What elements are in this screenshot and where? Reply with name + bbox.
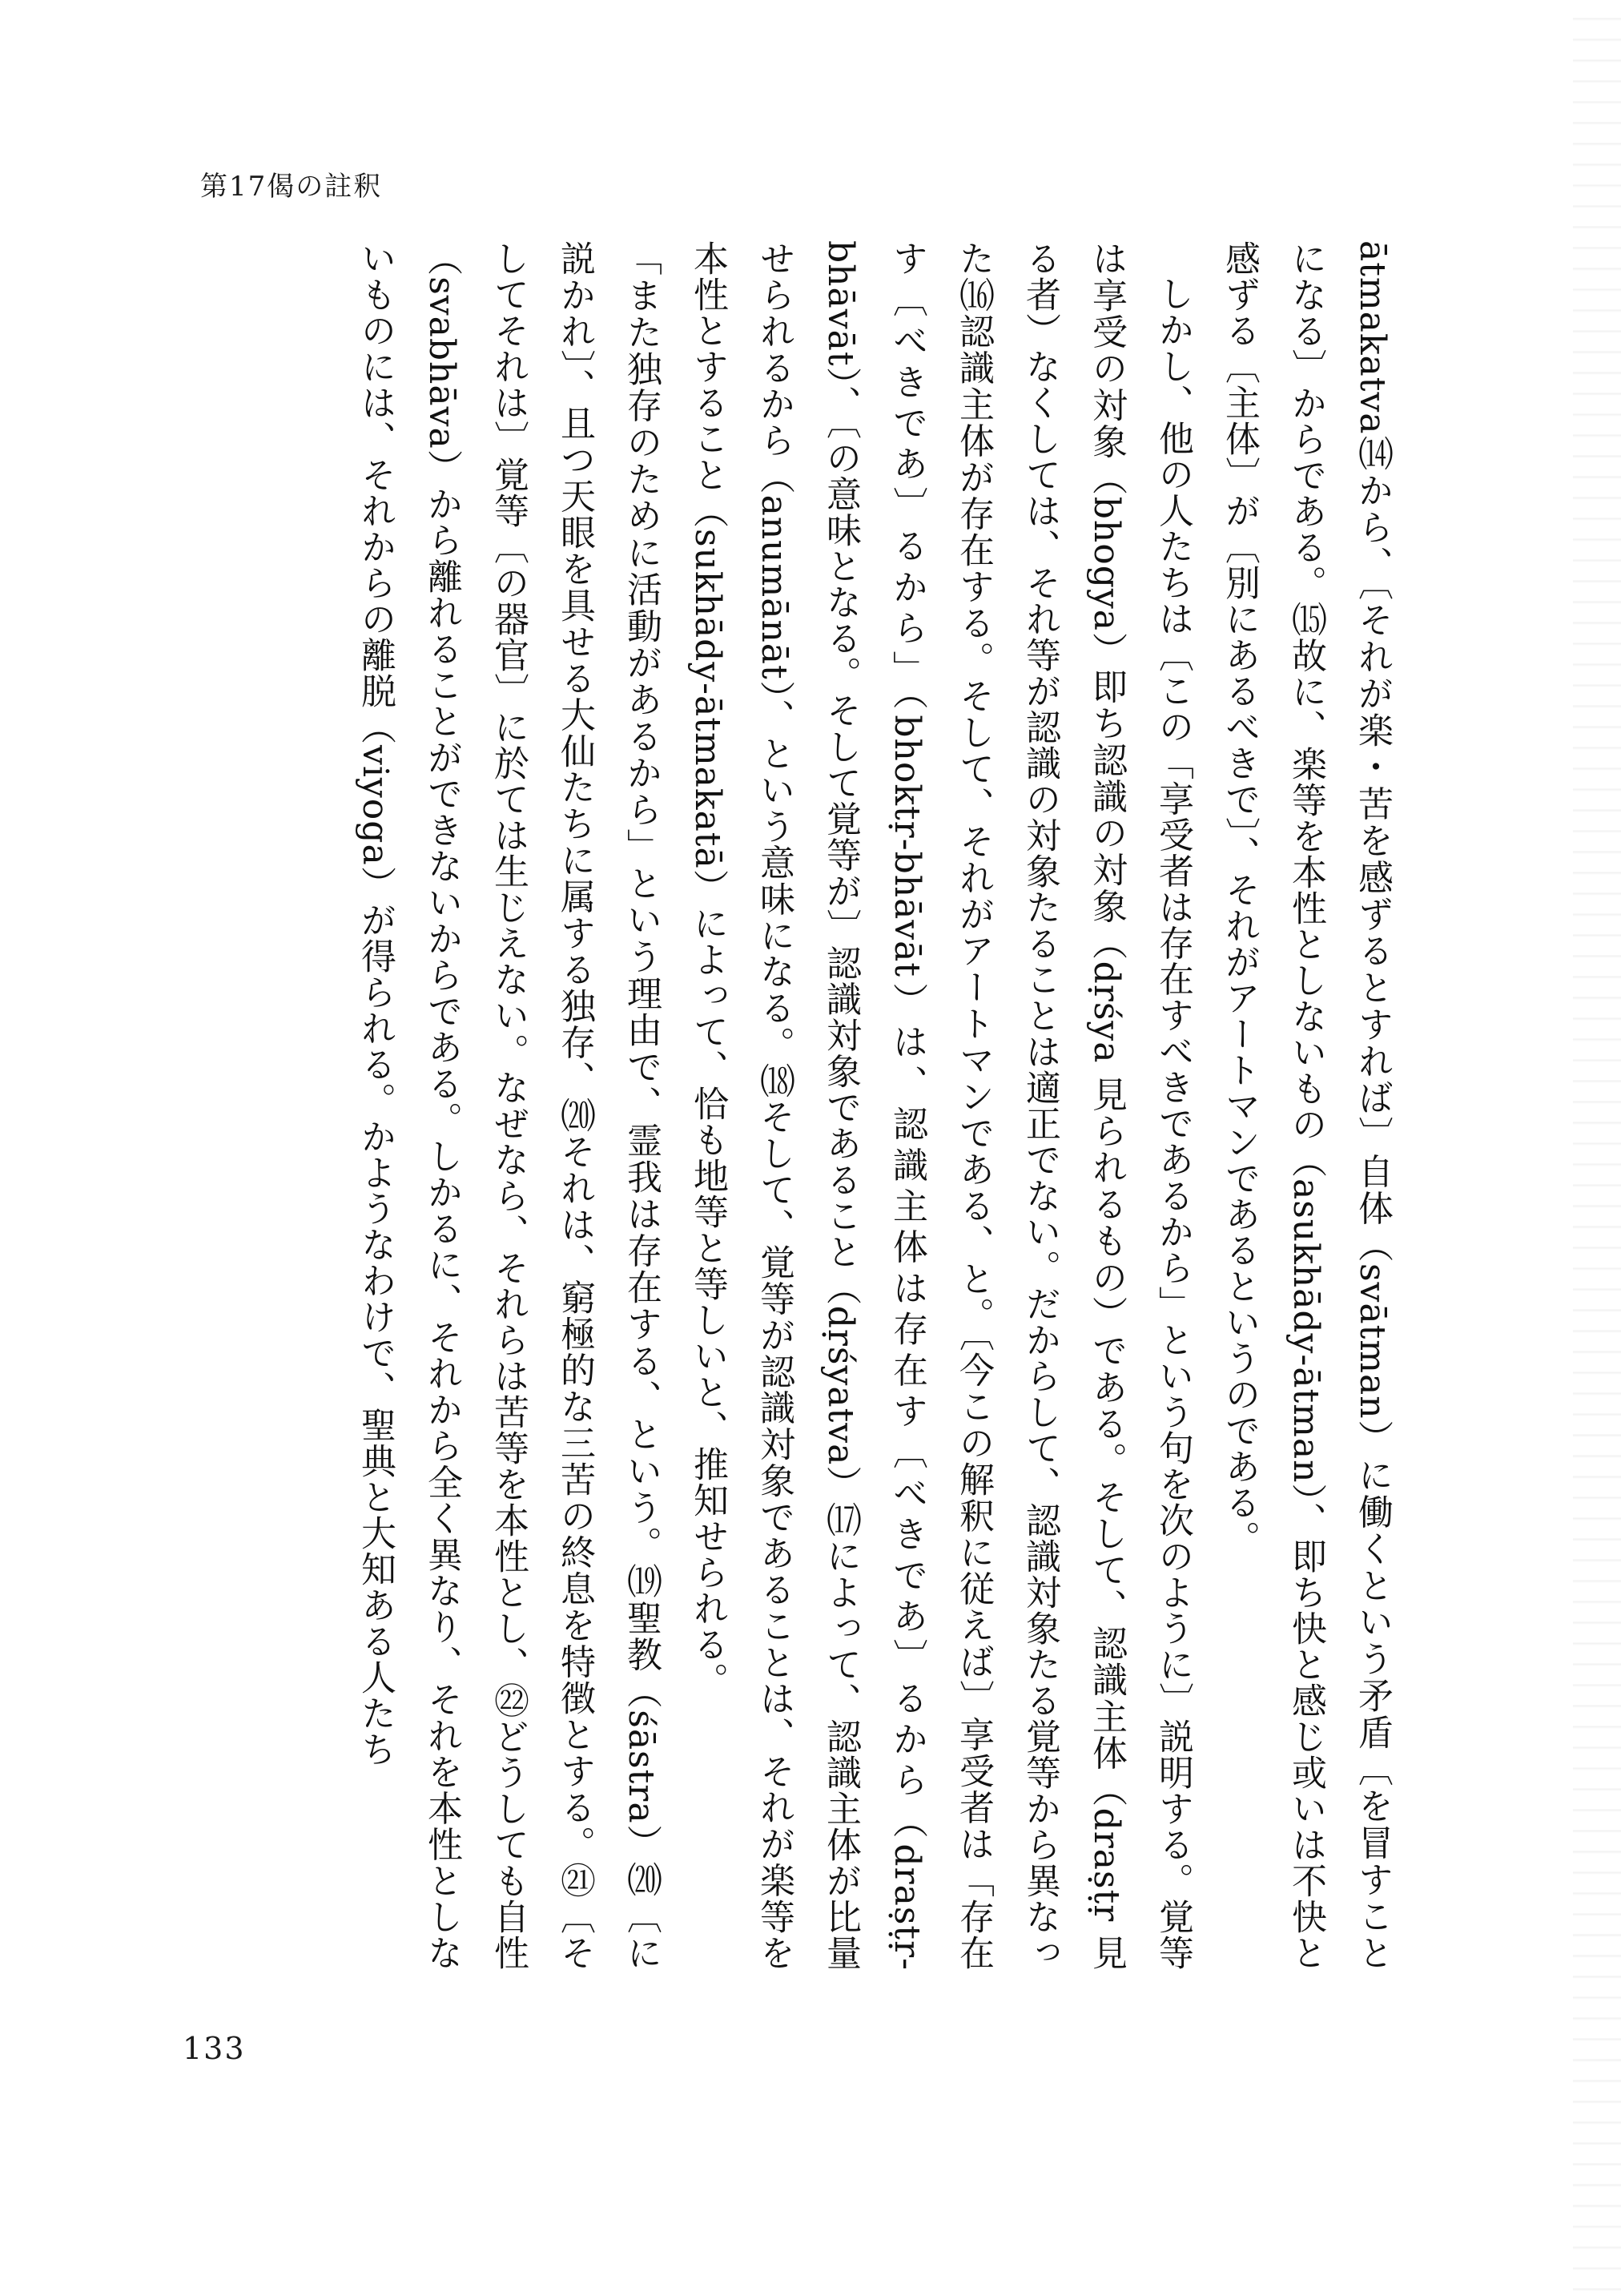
vertical-body-text xyxy=(156,240,1406,1971)
paragraph-2: しかし、他の人たちは〔この「享受者は存在すべきであるから」という句を次のように〕説明する。覚等は享受の対象（bhogya）即ち認識の対象（dṛśya 見られるもの）である。そして、認識主体（draṣṭṛ 見る者）なくしては、それ等が認識の対象たることは適正でない。だからして、認識対象たる覚等から異なった⒃認識主体が存在する。そして、それがアートマンである、と。〔今この解釈に従えば〕享受者は「存在す〔べきであ〕るから」（bhoktṛ-bhāvāt）は、認識主体は存在す〔べきであ〕るから（draṣṭṛ-bhāvāt）、〔の意味となる。そして覚等が〕認識対象であること（dṛśyatva）⒄によって、認識主体が比量せられるから（anumānāt）、という意味になる。⒅そして、覚等が認識対象であることは、それが楽等を本性とすること（sukhādy-ātmakatā）によって、恰も地等と等しいと、推知せられる。 xyxy=(687,240,1193,1971)
running-head: 第17偈の註釈 xyxy=(200,171,383,203)
page-number: 133 xyxy=(183,2031,246,2066)
paragraph-1: ātmakatva⒁から、〔それが楽・苦を感ずるとすれば〕自体（svātman）に働くという矛盾〔を冒すことになる〕からである。⒂故に、楽等を本性としないもの（asukhādy-ātman）、即ち快と感じ或いは不快と感ずる〔主体〕が〔別にあるべきで〕、それがアートマンであるというのである。 xyxy=(1219,240,1393,1971)
paragraph-3: 「また独存のために活動があるから」という理由で、霊我は存在する、という。⒆聖教（śāstra）⒇〔に説かれ〕、且つ天眼を具せる大仙たちに属する独存、⒇それは、窮極的な三苦の終息を特徴とする。㉑〔そしてそれは〕覚等〔の器官〕に於ては生じえない。なぜなら、それらは苦等を本性とし、㉒どうしても自性（svabhāva）から離れることができないからである。しかるに、それから全く異なり、それを本性としないものには、それからの離脱（viyoga）が得られる。かようなわけで、聖典と大知ある人たち xyxy=(355,240,662,1971)
scan-edge-shadow xyxy=(1573,0,1621,2296)
